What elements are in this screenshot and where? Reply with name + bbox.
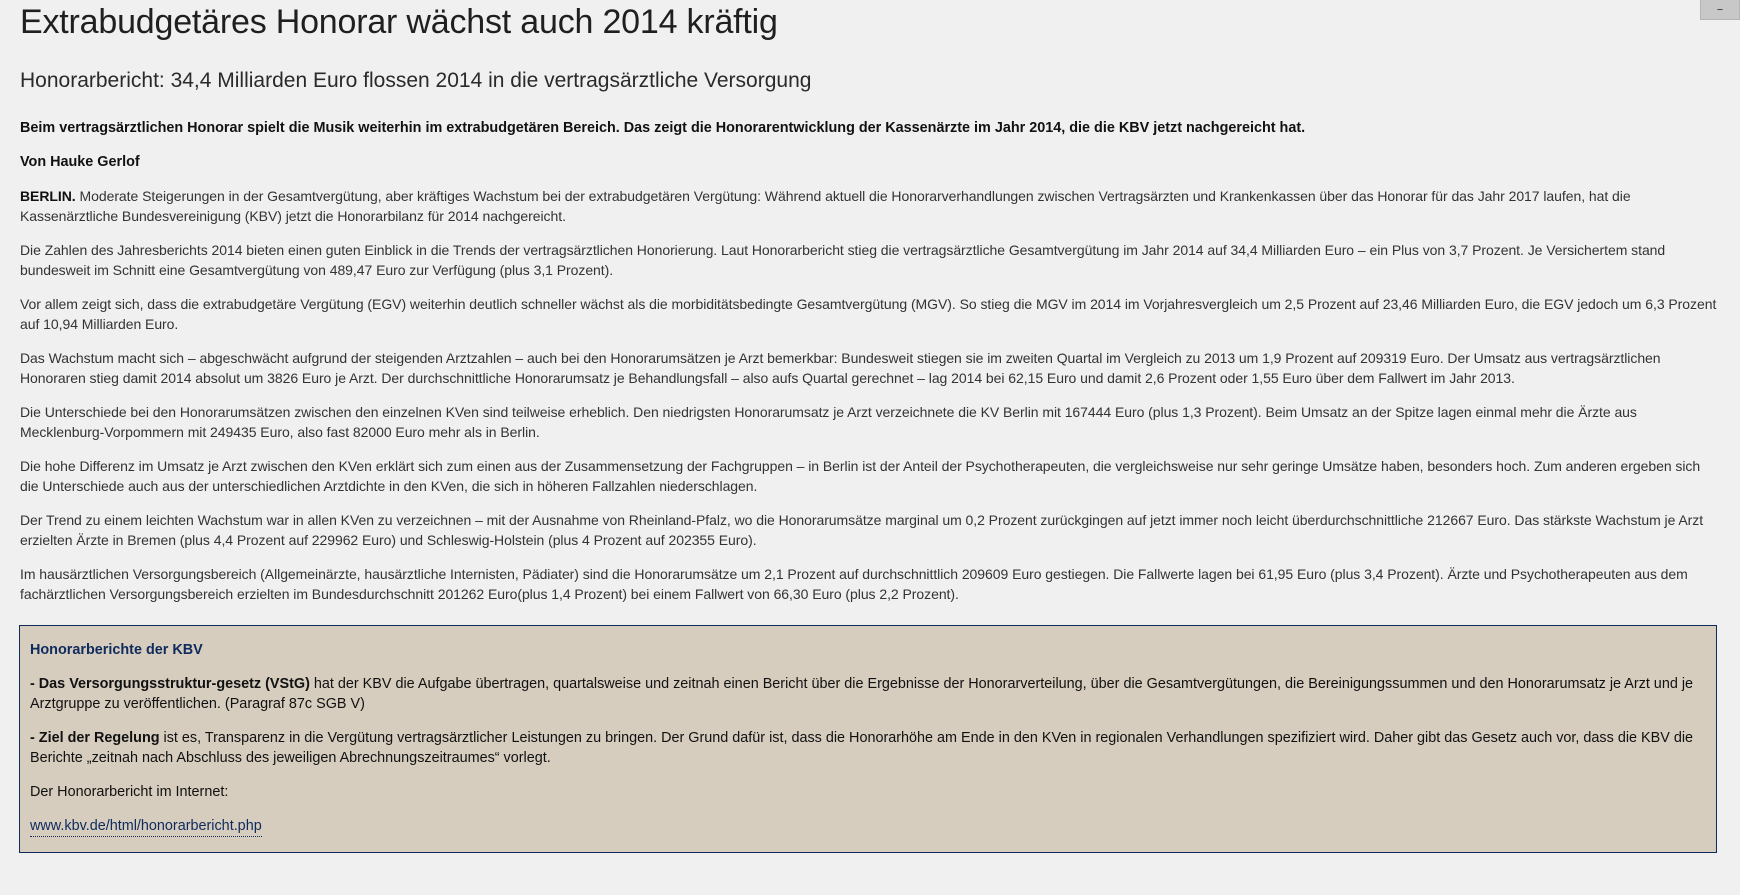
- article: [20, 0, 1720, 604]
- minimize-icon: –: [1716, 2, 1724, 17]
- info-box: [19, 625, 1717, 853]
- info-box-item-goal-bold: - Ziel der Regelung: [30, 730, 160, 746]
- info-box-item-vstg-bold: - Das Versorgungsstruktur-gesetz (VStG): [30, 676, 310, 692]
- article-paragraph-1-text: Moderate Steigerungen in der Gesamtvergütung, aber kräftiges Wachstum bei der extrabudgetären Vergütung: Während aktuell die Honorarverhandlungen zwischen Vertragsärzten und Krankenkassen über das Honorar für das Jahr 2017 laufen, hat die Kassenärztliche Bundesvereinigung (KBV) jetzt die Honorarbilanz für 2014 nachgereicht.: [20, 188, 1631, 224]
- article-paragraph-6: Die hohe Differenz im Umsatz je Arzt zwischen den KVen erklärt sich zum einen aus der Zusammensetzung der Fachgruppen – in Berlin ist der Anteil der Psychotherapeuten, die vergleichsweise nur sehr geringe Umsätze haben, besonders hoch. Zum anderen ergeben sich die Unterschiede auch aus der unterschiedlichen Arztdichte in den KVen, die sich in höheren Fallzahlen niederschlagen.: [20, 458, 1701, 494]
- article-lead: Beim vertragsärztlichen Honorar spielt die Musik weiterhin im extrabudgetären Bereich. Das zeigt die Honorarentwicklung der Kassenärzte im Jahr 2014, die die KBV jetzt nachgereicht hat.: [20, 120, 1306, 136]
- article-author: Von Hauke Gerlof: [20, 154, 140, 170]
- info-box-internet-label: Der Honorarbericht im Internet:: [30, 784, 229, 800]
- info-box-item-goal-text: ist es, Transparenz in die Vergütung vertragsärztlicher Leistungen zu bringen. Der Grund dafür ist, dass die Honorarhöhe am Ende in den KVen in regionalen Verhandlungen spezifiziert wird. Daher gibt das Gesetz auch vor, dass die KBV die Berichte „zeitnah nach Abschluss des jeweiligen Abrechnungszeitraumes“ vorlegt.: [30, 730, 1694, 766]
- article-paragraph-3: Vor allem zeigt sich, dass die extrabudgetäre Vergütung (EGV) weiterhin deutlich schneller wächst als die morbiditätsbedingte Gesamtvergütung (MGV). So stieg die MGV im 2014 im Vorjahresvergleich um 2,5 Prozent auf 23,46 Milliarden Euro, die EGV jedoch um 6,3 Prozent auf 10,94 Milliarden Euro.: [20, 296, 1717, 332]
- article-dateline: BERLIN.: [20, 188, 76, 204]
- article-paragraph-4: Das Wachstum macht sich – abgeschwächt aufgrund der steigenden Arztzahlen – auch bei den Honorarumsätzen je Arzt bemerkbar: Bundesweit stiegen sie im zweiten Quartal im Vergleich zu 2013 um 1,9 Prozent auf 209319 Euro. Der Umsatz aus vertragsärztlichen Honoraren stieg damit 2014 absolut um 3826 Euro je Arzt. Der durchschnittliche Honorarumsatz je Behandlungsfall – also aufs Quartal gerechnet – lag 2014 bei 62,15 Euro und damit 2,6 Prozent oder 1,55 Euro über dem Fallwert im Jahr 2013.: [20, 350, 1661, 386]
- info-box-item-vstg-text: hat der KBV die Aufgabe übertragen, quartalsweise und zeitnah einen Bericht über die Ergebnisse der Honorarverteilung, über die Gesamtvergütungen, die Bereinigungssummen und den Honorarumsatz je Arzt und je Arztgruppe zu veröffentlichen. (Paragraf 87c SGB V): [30, 676, 1694, 712]
- honorarbericht-link[interactable]: www.kbv.de/html/honorarbericht.php: [30, 816, 262, 837]
- article-headline: Extrabudgetäres Honorar wächst auch 2014 kräftig: [20, 3, 778, 41]
- article-paragraph-1: [20, 186, 1720, 226]
- article-paragraph-5: Die Unterschiede bei den Honorarumsätzen zwischen den einzelnen KVen sind teilweise erheblich. Den niedrigsten Honorarumsatz je Arzt verzeichnete die KV Berlin mit 167444 Euro (plus 1,3 Prozent). Beim Umsatz an der Spitze lagen einmal mehr die Ärzte aus Mecklenburg-Vorpommern mit 249435 Euro, also fast 82000 Euro mehr als in Berlin.: [20, 404, 1637, 440]
- article-paragraph-7: Der Trend zu einem leichten Wachstum war in allen KVen zu verzeichnen – mit der Ausnahme von Rheinland-Pfalz, wo die Honorarumsätze marginal um 0,2 Prozent zurückgingen auf jetzt immer noch leicht überdurchschnittliche 212667 Euro. Das stärkste Wachstum je Arzt erzielten Ärzte in Bremen (plus 4,4 Prozent auf 229962 Euro) und Schleswig-Holstein (plus 4 Prozent auf 202355 Euro).: [20, 512, 1704, 548]
- info-box-item-goal: [30, 728, 1706, 768]
- minimize-button[interactable]: [1700, 0, 1740, 20]
- article-paragraph-8: Im hausärztlichen Versorgungsbereich (Allgemeinärzte, hausärztliche Internisten, Pädiater) sind die Honorarumsätze um 2,1 Prozent auf durchschnittlich 209609 Euro gestiegen. Die Fallwerte lagen bei 61,95 Euro (plus 3,4 Prozent). Ärzte und Psychotherapeuten aus dem fachärztlichen Versorgungsbereich erzielten im Bundesdurchschnitt 201262 Euro(plus 1,4 Prozent) bei einem Fallwert von 66,30 Euro (plus 2,2 Prozent).: [20, 566, 1688, 602]
- info-box-title: Honorarberichte der KBV: [30, 642, 203, 658]
- article-subheadline: Honorarbericht: 34,4 Milliarden Euro flossen 2014 in die vertragsärztliche Versorgung: [20, 69, 812, 92]
- article-paragraph-2: Die Zahlen des Jahresberichts 2014 bieten einen guten Einblick in die Trends der vertragsärztlichen Honorierung. Laut Honorarbericht stieg die vertragsärztliche Gesamtvergütung im Jahr 2014 auf 34,4 Milliarden Euro – ein Plus von 3,7 Prozent. Je Versichertem stand bundesweit im Schnitt eine Gesamtvergütung von 489,47 Euro zur Verfügung (plus 3,1 Prozent).: [20, 242, 1666, 278]
- info-box-item-vstg: [30, 674, 1706, 714]
